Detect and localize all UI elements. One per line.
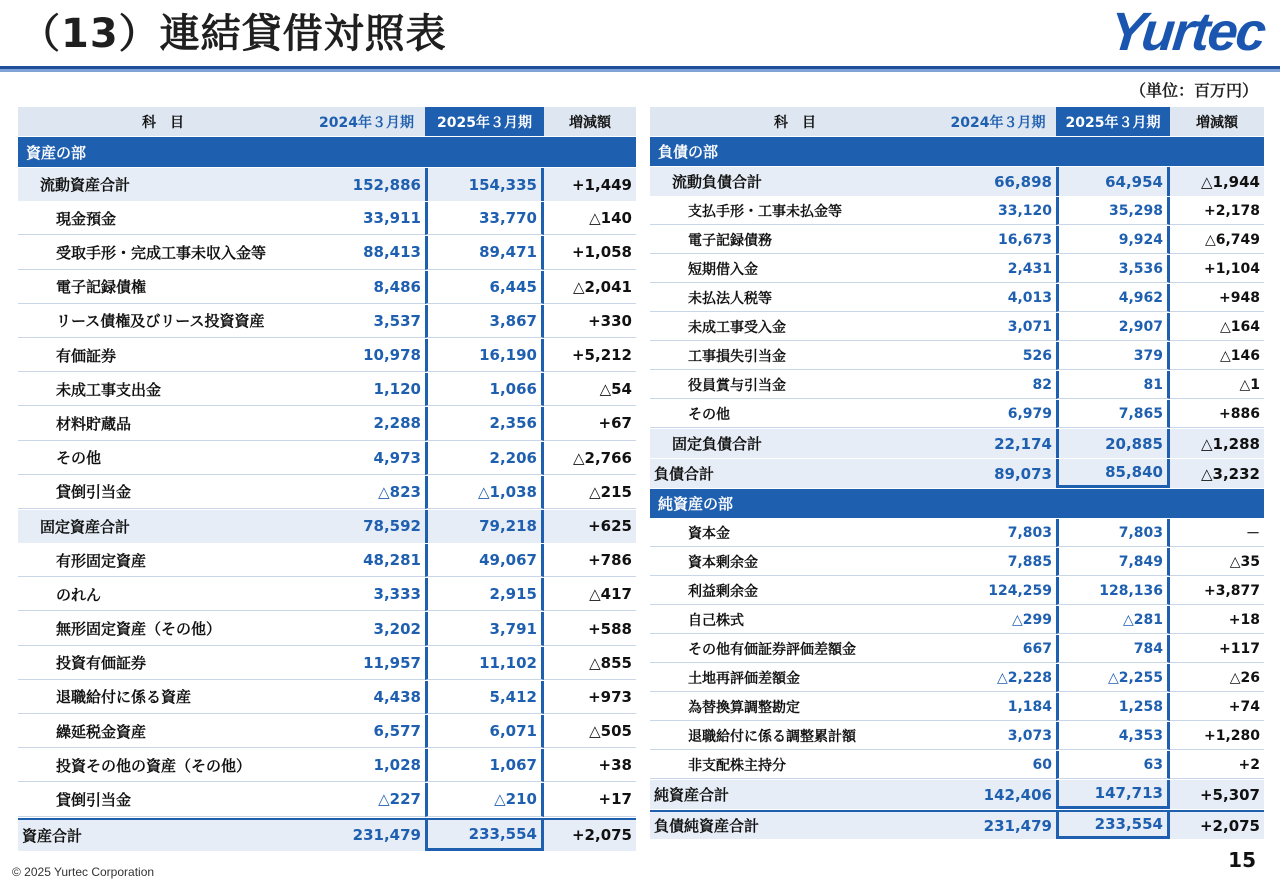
table-row: [650, 635, 1264, 664]
cell-diff: [1170, 489, 1264, 518]
cell-diff: △2,041: [544, 271, 636, 304]
cell-label: 退職給付に係る調整累計額: [650, 722, 940, 750]
cell-prev: 88,413: [308, 236, 425, 269]
section-row: [650, 137, 1264, 167]
section-row: [18, 137, 636, 168]
table-row: [650, 810, 1264, 840]
table-row: [18, 544, 636, 578]
cell-prev: 124,259: [940, 577, 1056, 605]
cell-prev: 231,479: [940, 810, 1056, 839]
cell-label: 資産合計: [18, 818, 308, 851]
cell-curr: 2,915: [425, 578, 544, 611]
cell-diff: +1,280: [1170, 722, 1264, 750]
page-title: （13）連結貸借対照表: [20, 11, 447, 57]
cell-curr: 1,258: [1056, 693, 1170, 721]
company-logo: Yurtec: [1106, 2, 1268, 62]
cell-label: 未払法人税等: [650, 284, 940, 312]
cell-curr: 2,206: [425, 442, 544, 475]
cell-curr: [425, 137, 544, 167]
cell-curr: 64,954: [1056, 167, 1170, 196]
cell-label: 自己株式: [650, 606, 940, 634]
cell-label: 貸倒引当金: [18, 783, 308, 816]
cell-diff: △54: [544, 373, 636, 406]
cell-label: 負債の部: [658, 143, 719, 161]
cell-prev: 231,479: [308, 818, 425, 851]
cell-diff: +5,307: [1170, 780, 1264, 809]
header-change: 増減額: [1170, 107, 1264, 136]
cell-curr: 233,554: [425, 818, 544, 851]
cell-curr: 128,136: [1056, 577, 1170, 605]
cell-prev: 6,979: [940, 400, 1056, 428]
cell-curr: 6,071: [425, 715, 544, 748]
cell-diff: △3,232: [1170, 459, 1264, 488]
cell-curr: △2,255: [1056, 664, 1170, 692]
cell-diff: [1170, 137, 1264, 166]
cell-curr: 16,190: [425, 339, 544, 372]
cell-diff: +973: [544, 681, 636, 714]
table-row: [18, 783, 636, 817]
table-row: [18, 818, 636, 852]
cell-label: 投資有価証券: [18, 647, 308, 680]
table-header: [650, 107, 1264, 137]
cell-diff: +38: [544, 749, 636, 782]
cell-prev: 8,486: [308, 271, 425, 304]
cell-label: 投資その他の資産（その他）: [18, 749, 308, 782]
cell-curr: 79,218: [425, 510, 544, 543]
table-row: [18, 715, 636, 749]
cell-prev: △2,228: [940, 664, 1056, 692]
cell-label: 役員賞与引当金: [650, 371, 940, 399]
cell-diff: +948: [1170, 284, 1264, 312]
cell-diff: +3,877: [1170, 577, 1264, 605]
cell-curr: 2,907: [1056, 313, 1170, 341]
cell-prev: 11,957: [308, 647, 425, 680]
cell-label: のれん: [18, 578, 308, 611]
cell-curr: 9,924: [1056, 226, 1170, 254]
cell-diff: +786: [544, 544, 636, 577]
cell-curr: 81: [1056, 371, 1170, 399]
cell-curr: [1056, 137, 1170, 166]
cell-curr: 233,554: [1056, 810, 1170, 839]
liabilities-table-body: [650, 137, 1264, 840]
cell-prev: 82: [940, 371, 1056, 399]
cell-curr: △1,038: [425, 476, 544, 509]
cell-diff: －: [1170, 519, 1264, 547]
table-row: [650, 255, 1264, 284]
cell-label: その他有価証券評価差額金: [650, 635, 940, 663]
table-row: [18, 578, 636, 612]
cell-label: 純資産の部: [658, 495, 734, 513]
cell-diff: △855: [544, 647, 636, 680]
assets-table: [18, 107, 636, 852]
cell-prev: 3,073: [940, 722, 1056, 750]
cell-curr: 6,445: [425, 271, 544, 304]
table-row: [650, 226, 1264, 255]
cell-diff: △215: [544, 476, 636, 509]
cell-curr: 3,867: [425, 305, 544, 338]
cell-curr: △281: [1056, 606, 1170, 634]
cell-prev: 3,202: [308, 612, 425, 645]
cell-diff: +5,212: [544, 339, 636, 372]
cell-label: 流動負債合計: [650, 167, 940, 196]
cell-curr: 3,536: [1056, 255, 1170, 283]
cell-prev: 48,281: [308, 544, 425, 577]
table-row: [18, 168, 636, 202]
table-row: [18, 749, 636, 783]
cell-curr: 35,298: [1056, 197, 1170, 225]
cell-label: 貸倒引当金: [18, 476, 308, 509]
cell-prev: 22,174: [940, 429, 1056, 458]
cell-prev: 6,577: [308, 715, 425, 748]
table-row: [650, 284, 1264, 313]
cell-label: 資本剰余金: [650, 548, 940, 576]
cell-diff: △146: [1170, 342, 1264, 370]
cell-diff: +2,075: [1170, 810, 1264, 839]
cell-diff: +588: [544, 612, 636, 645]
cell-curr: 85,840: [1056, 459, 1170, 488]
cell-prev: △823: [308, 476, 425, 509]
table-row: [650, 577, 1264, 606]
cell-prev: 2,431: [940, 255, 1056, 283]
cell-label: 電子記録債務: [650, 226, 940, 254]
cell-prev: 78,592: [308, 510, 425, 543]
cell-diff: △2,766: [544, 442, 636, 475]
cell-prev: 526: [940, 342, 1056, 370]
cell-diff: △1,288: [1170, 429, 1264, 458]
table-row: [18, 442, 636, 476]
header-label: 科 目: [18, 107, 308, 136]
table-row: [650, 197, 1264, 226]
table-row: [650, 167, 1264, 197]
table-row: [650, 548, 1264, 577]
cell-diff: +1,058: [544, 236, 636, 269]
cell-curr: 63: [1056, 751, 1170, 779]
cell-label: 資産の部: [26, 143, 87, 162]
cell-curr: 89,471: [425, 236, 544, 269]
cell-prev: 3,333: [308, 578, 425, 611]
cell-label: 繰延税金資産: [18, 715, 308, 748]
liabilities-table: [650, 107, 1264, 840]
table-row: [18, 647, 636, 681]
cell-diff: +74: [1170, 693, 1264, 721]
cell-label: 未成工事受入金: [650, 313, 940, 341]
cell-label: リース債権及びリース投資資産: [18, 305, 308, 338]
table-row: [18, 681, 636, 715]
page-number: 15: [1228, 848, 1256, 872]
cell-curr: 379: [1056, 342, 1170, 370]
copyright: © 2025 Yurtec Corporation: [12, 865, 155, 879]
cell-label: 純資産合計: [650, 780, 940, 809]
cell-curr: 5,412: [425, 681, 544, 714]
table-row: [18, 305, 636, 339]
cell-diff: △6,749: [1170, 226, 1264, 254]
assets-table-body: [18, 137, 636, 852]
cell-label: 受取手形・完成工事未収入金等: [18, 236, 308, 269]
cell-label: 負債純資産合計: [650, 810, 940, 839]
cell-curr: 4,962: [1056, 284, 1170, 312]
cell-label: 固定資産合計: [18, 510, 308, 543]
cell-diff: +2: [1170, 751, 1264, 779]
cell-curr: 11,102: [425, 647, 544, 680]
cell-label: 電子記録債権: [18, 271, 308, 304]
table-row: [18, 271, 636, 305]
cell-prev: 667: [940, 635, 1056, 663]
cell-prev: 1,120: [308, 373, 425, 406]
cell-label: 為替換算調整勘定: [650, 693, 940, 721]
cell-prev: 4,438: [308, 681, 425, 714]
cell-label: 負債合計: [650, 459, 940, 488]
cell-curr: 154,335: [425, 168, 544, 201]
table-row: [650, 400, 1264, 429]
cell-diff: +17: [544, 783, 636, 816]
cell-prev: 7,803: [940, 519, 1056, 547]
cell-label: 工事損失引当金: [650, 342, 940, 370]
cell-prev: 16,673: [940, 226, 1056, 254]
cell-prev: 3,071: [940, 313, 1056, 341]
cell-prev: [940, 137, 1056, 166]
cell-diff: △417: [544, 578, 636, 611]
cell-prev: △227: [308, 783, 425, 816]
table-row: [650, 780, 1264, 810]
cell-label: 利益剰余金: [650, 577, 940, 605]
cell-label: 固定負債合計: [650, 429, 940, 458]
cell-curr: 1,067: [425, 749, 544, 782]
table-row: [650, 519, 1264, 548]
cell-diff: +330: [544, 305, 636, 338]
cell-curr: 7,849: [1056, 548, 1170, 576]
cell-prev: 3,537: [308, 305, 425, 338]
table-row: [18, 407, 636, 441]
cell-diff: +2,178: [1170, 197, 1264, 225]
table-row: [650, 722, 1264, 751]
cell-prev: 4,973: [308, 442, 425, 475]
cell-diff: △1: [1170, 371, 1264, 399]
cell-prev: 10,978: [308, 339, 425, 372]
header-change: 増減額: [544, 107, 636, 136]
cell-prev: 7,885: [940, 548, 1056, 576]
table-row: [18, 373, 636, 407]
cell-prev: 33,120: [940, 197, 1056, 225]
cell-curr: 784: [1056, 635, 1170, 663]
table-row: [650, 429, 1264, 459]
cell-curr: 2,356: [425, 407, 544, 440]
table-row: [18, 339, 636, 373]
cell-diff: +2,075: [544, 818, 636, 851]
header-prev-year: 2024年３月期: [940, 107, 1056, 136]
cell-diff: △140: [544, 202, 636, 235]
table-row: [650, 342, 1264, 371]
cell-diff: △1,944: [1170, 167, 1264, 196]
cell-curr: 7,803: [1056, 519, 1170, 547]
header-prev-year: 2024年３月期: [308, 107, 425, 136]
header-label: 科 目: [650, 107, 940, 136]
cell-label: 短期借入金: [650, 255, 940, 283]
cell-diff: +625: [544, 510, 636, 543]
cell-label: 未成工事支出金: [18, 373, 308, 406]
cell-label: 土地再評価差額金: [650, 664, 940, 692]
cell-curr: △210: [425, 783, 544, 816]
cell-diff: [544, 137, 636, 167]
table-row: [18, 612, 636, 646]
cell-label: 無形固定資産（その他）: [18, 612, 308, 645]
cell-label: 退職給付に係る資産: [18, 681, 308, 714]
table-header: [18, 107, 636, 137]
cell-label: その他: [650, 400, 940, 428]
table-row: [650, 693, 1264, 722]
cell-diff: +1,449: [544, 168, 636, 201]
cell-curr: 7,865: [1056, 400, 1170, 428]
table-row: [650, 751, 1264, 780]
cell-curr: 20,885: [1056, 429, 1170, 458]
cell-prev: 60: [940, 751, 1056, 779]
cell-prev: 142,406: [940, 780, 1056, 809]
cell-curr: 147,713: [1056, 780, 1170, 809]
cell-diff: +1,104: [1170, 255, 1264, 283]
cell-prev: 1,184: [940, 693, 1056, 721]
cell-label: 支払手形・工事未払金等: [650, 197, 940, 225]
cell-label: 有形固定資産: [18, 544, 308, 577]
cell-prev: 2,288: [308, 407, 425, 440]
cell-curr: 4,353: [1056, 722, 1170, 750]
table-row: [650, 664, 1264, 693]
cell-prev: 4,013: [940, 284, 1056, 312]
cell-label: 材料貯蔵品: [18, 407, 308, 440]
cell-label: 有価証券: [18, 339, 308, 372]
cell-prev: 89,073: [940, 459, 1056, 488]
table-row: [650, 313, 1264, 342]
cell-diff: △505: [544, 715, 636, 748]
cell-prev: △299: [940, 606, 1056, 634]
section-row: [650, 489, 1264, 519]
cell-prev: 1,028: [308, 749, 425, 782]
table-row: [18, 476, 636, 510]
cell-label: その他: [18, 442, 308, 475]
table-row: [18, 236, 636, 270]
cell-prev: 33,911: [308, 202, 425, 235]
cell-diff: +67: [544, 407, 636, 440]
cell-label: 流動資産合計: [18, 168, 308, 201]
table-row: [650, 371, 1264, 400]
cell-prev: [308, 137, 425, 167]
header-divider: [0, 66, 1280, 72]
cell-prev: 152,886: [308, 168, 425, 201]
header-curr-year: 2025年３月期: [1056, 107, 1170, 136]
cell-label: 資本金: [650, 519, 940, 547]
cell-diff: △164: [1170, 313, 1264, 341]
cell-diff: +117: [1170, 635, 1264, 663]
cell-curr: 3,791: [425, 612, 544, 645]
cell-diff: +18: [1170, 606, 1264, 634]
cell-curr: 33,770: [425, 202, 544, 235]
table-row: [650, 459, 1264, 489]
table-row: [18, 510, 636, 544]
cell-prev: 66,898: [940, 167, 1056, 196]
cell-diff: +886: [1170, 400, 1264, 428]
cell-curr: 1,066: [425, 373, 544, 406]
cell-prev: [940, 489, 1056, 518]
cell-label: 非支配株主持分: [650, 751, 940, 779]
table-row: [650, 606, 1264, 635]
table-row: [18, 202, 636, 236]
cell-label: 現金預金: [18, 202, 308, 235]
cell-diff: △35: [1170, 548, 1264, 576]
header-curr-year: 2025年３月期: [425, 107, 544, 136]
cell-curr: 49,067: [425, 544, 544, 577]
cell-diff: △26: [1170, 664, 1264, 692]
cell-curr: [1056, 489, 1170, 518]
unit-note: （単位：百万円）: [1129, 81, 1258, 100]
